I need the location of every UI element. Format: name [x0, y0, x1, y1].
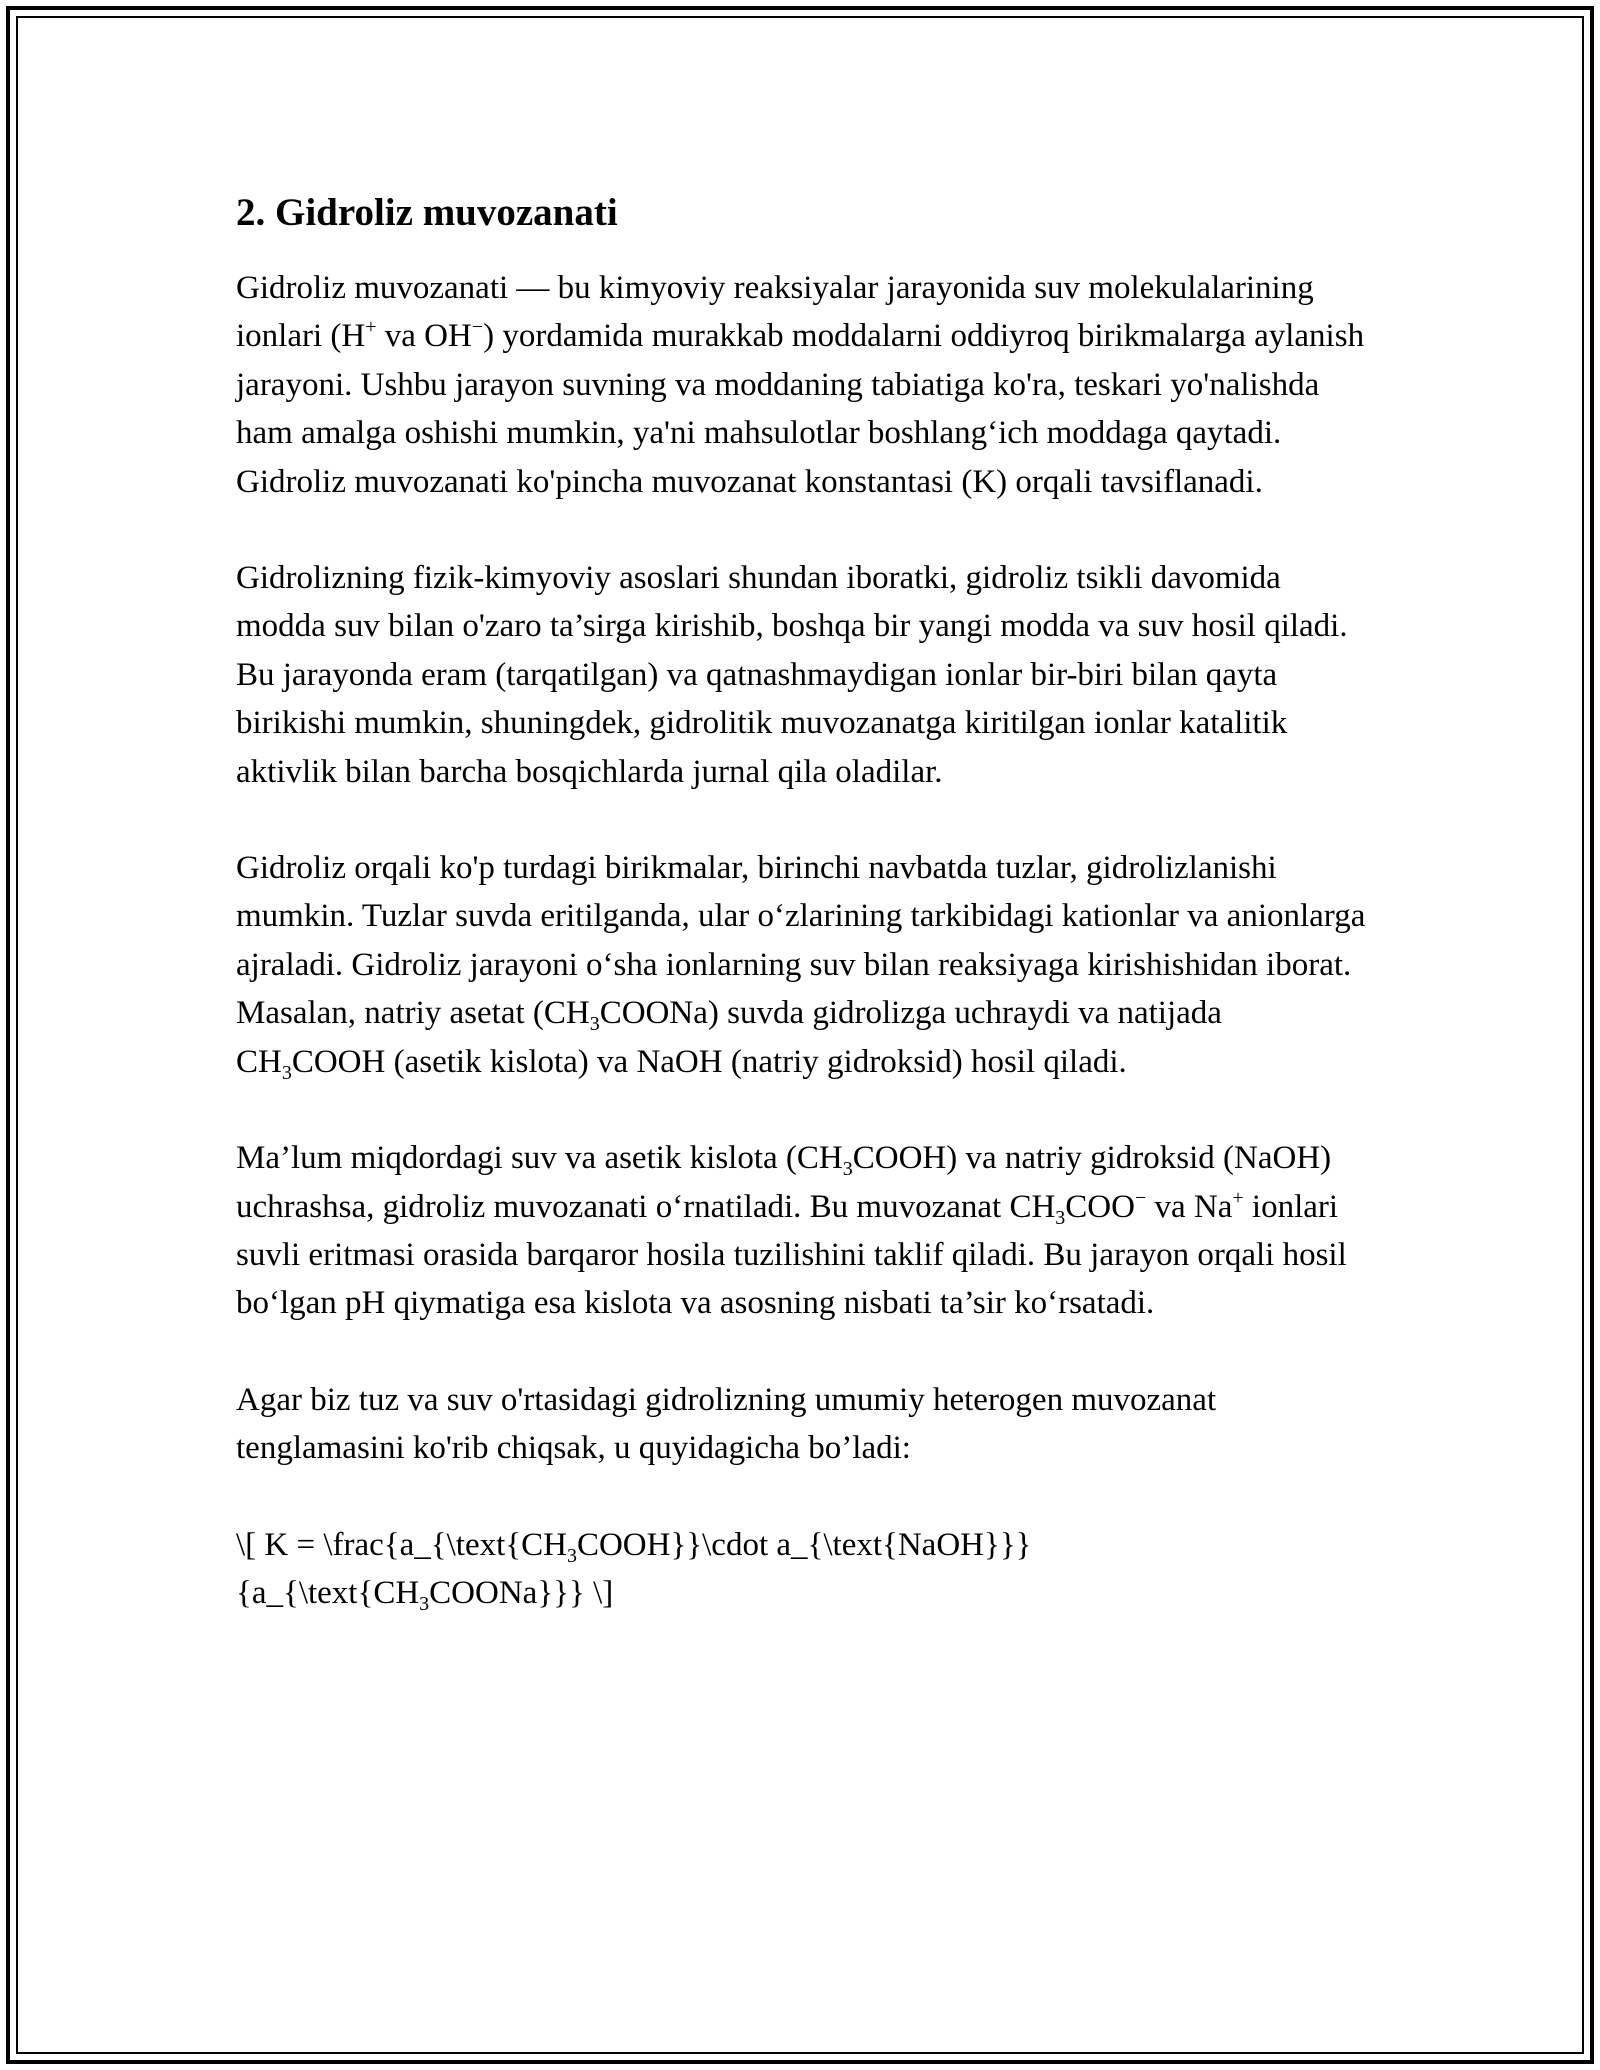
paragraph-salts: Gidroliz orqali ko'p turdagi birikmalar, birinchi navbatda tuzlar, gidrolizlanishi mumkin. Tuzlar suvda eritilganda, ular o‘zlarining tarkibidagi kationlar va anionlarga ajraladi. Gidroliz jarayoni o‘sha ionlarning suv bilan reaksiyaga kirishishidan iborat. Masalan, natriy asetat $(CH_3COONa)$ suvda gidrolizga uchraydi va natijada $CH_3COOH$ (asetik kislota) va NaOH (natriy gidroksid) hosil qiladi.	[236, 850, 1366, 1084]
document-body	[236, 183, 1376, 1665]
formula-block: \[ $K = \backslash frac\{a\_\{\backslash text\{CH_3COOH\}\}\backslash cdot$ $a\_\{\backslash text\{NaOH\}\}\}\{a\_\{\backslash text\{CH_3COONa\}\}\}$ \]	[236, 1526, 1032, 1615]
paragraph-equilibrium: Ma’lum miqdordagi suv va asetik kislota $(CH_3COOH)$ va natriy gidroksid (NaOH) uchrashsa, gidroliz muvozanati o‘rnatiladi. Bu muvozanat $CH_3COO^-$ va Na+ ionlari suvli eritmasi orasida barqaror hosila tuzilishini taklif qiladi. Bu jarayon orqali hosil bo‘lgan pH qiymatiga esa kislota va asosning nisbati ta’sir ko‘rsatadi.	[236, 1140, 1347, 1322]
paragraph-equation-intro: Agar biz tuz va suv o'rtasidagi gidrolizning umumiy heterogen muvozanat tenglamasini ko'rib chiqsak, u quyidagicha bo’ladi:	[236, 1381, 1217, 1467]
paragraph-definition: Gidroliz muvozanati — bu kimyoviy reaksiyalar jarayonida suv molekulalarining ionlari (H+ va OH−) yordamida murakkab moddalarni oddiyroq birikmalarga aylanish jarayoni. Ushbu jarayon suvning va moddaning tabiatiga ko'ra, teskari yo'nalishda ham amalga oshishi mumkin, ya'ni mahsulotlar boshlang‘ich moddaga qaytadi. Gidroliz muvozanati ko'pincha muvozanat konstantasi (K) orqali tavsiflanadi.	[236, 270, 1365, 500]
section-heading: 2. Gidroliz muvozanati	[236, 191, 618, 234]
paragraph-physicochemical: Gidrolizning fizik-kimyoviy asoslari shundan iboratki, gidroliz tsikli davomida modda suv bilan o'zaro ta’sirga kirishib, boshqa bir yangi modda va suv hosil qiladi. Bu jarayonda eram (tarqatilgan) va qatnashmaydigan ionlar bir-biri bilan qayta birikishi mumkin, shuningdek, gidrolitik muvozanatga kiritilgan ionlar katalitik aktivlik bilan barcha bosqichlarda jurnal qila oladilar.	[236, 560, 1348, 790]
